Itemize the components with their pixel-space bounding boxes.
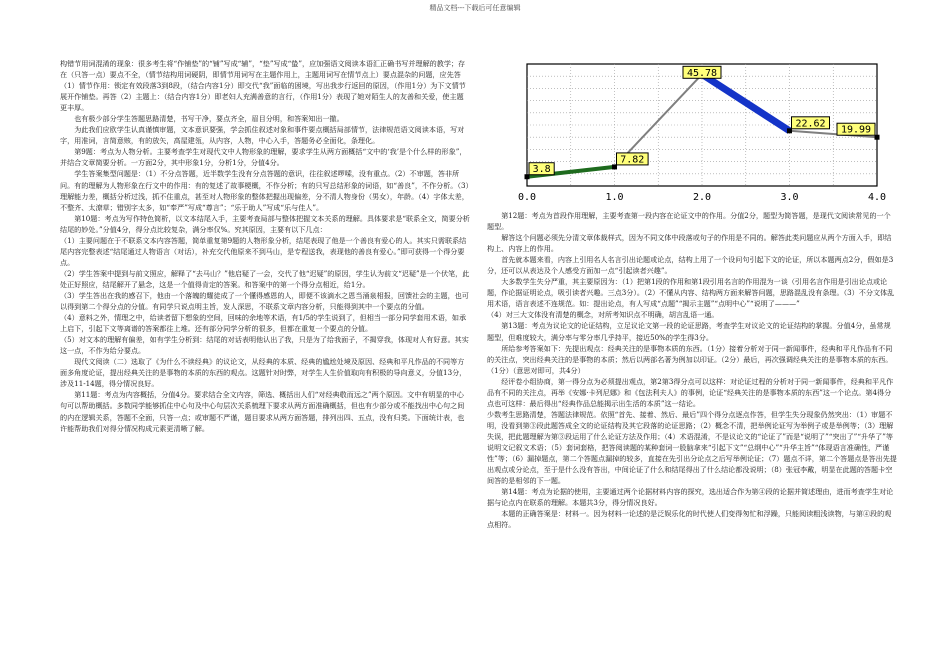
data-label: 19.99 bbox=[840, 124, 872, 136]
paragraph: 大多数学生失分严重，其主要原因为：（1）把第1段的作用和第1段引用名言的作用混为一谈（引用名言作用是引出论点或论题，作论据证明论点，吸引读者兴趣。三点3分）。（2）不懂从内容、结构两方面来解答问题，思路混乱没有条理。（3）不分文体乱用术语，语言表述不连规范。如：提出论点，有人写成“点题”“揭示主题”“点明中心”“说明了———” bbox=[487, 277, 895, 309]
paragraph: 首先就本题来看，内容上引用名人名言引出论题或论点，结构上用了一个设问句引起下文的论证，所以本题两点2分，假如是3分，还可以从表达及个人感受方面加一点“引起读者兴趣”。 bbox=[487, 255, 894, 276]
data-label: 45.78 bbox=[686, 67, 718, 79]
paragraph: 少数考生思路清楚，答题法律规范。依照“首先、接着、然后、最后”四个得分点逐点作答，但学生失分现象仍然突出：（1）审题不明，没看到第③段此题答成全文的论证结构及其它段落的论证思路；（2）概念不清，把举例论证写为举例子或是举例等；（3）理解失误，把此题理解为第③段运用了什么论证方法及作用；（4）术语混淆，不是议论文的“论证了”而是“说明了”“突出了”“升华了”等说明文记叙文术语；（5）套词套格，把答阅读题的某种套词一股脑拿来“引起下文”“总纲中心”“升华主旨”“体现语言准确性，严谨性”等；（6）漏掉题点，第二个答题点漏掉的较多，直接在先引出分论点之后写举例论证；（7）题点不详，第二个答题点是答出先提出观点或分论点，至于是什么没有答出，中间论证了什么和结尾得出了什么结论都没说明；（8）张冠李戴，明显在此题的答题卡空间答的是相邻的下一题。 bbox=[487, 409, 897, 486]
paragraph: （2）学生答案中提到与前文照应，解释了“去马山？”他启疑了一会，交代了他“迟疑”的原因，学生认为前文“迟疑”是一个伏笔，此处正好照应，结尾解开了悬念，这是一个值得肯定的答案。和答案中的第一个得分点相近，给1分。 bbox=[60, 268, 470, 289]
paragraph: 也有极少部分学生答题思路清楚，书写干净，要点齐全，眉目分明，和答案知出一撤。 bbox=[74, 114, 344, 124]
paragraph: 经评卷小组协商，第一得分点为必须提出观点，第2第3得分点可以这样：对论证过程的分析对于同一新闻事件，经典和平凡作品有不同的关注点，再举《安娜·卡列尼娜》和《包法利夫人》的事例，论证“经典关注的是事物本质的东西”这一个论点。第4得分点也可这样：最后得出“经典作品总能揭示出生活的本质”这一结论。 bbox=[487, 376, 894, 408]
paragraph: （4）对三大文体没有清楚的概念，对所考知识点不明确，胡言乱语一通。 bbox=[487, 310, 719, 320]
paragraph: 现代文阅读（二）选取了《为什么不读经典》的议论文，从经典的本质、经典的尴尬处境及原因、经典和平凡作品的不同等方面多角度论证，提出经典关注的是事物的本质的东西的观点。这题针对时弊，对学生人生价值取向有积极的导向意义，分值13分，涉及11-14题，得分情况良好。 bbox=[60, 357, 467, 389]
x-tick-label: 2.0 bbox=[692, 192, 712, 203]
data-label: 3.8 bbox=[532, 164, 551, 176]
paragraph: 所给参考答案如下：先提出观点：经典关注的是事物本质的东西。（1分）接着分析对于同一新闻事件，经典和平凡作品有不同的关注点，突出经典关注的是事物的本质；然后以两部名著为例加以印证。（2分）最后，再次强调经典关注的是事物本质的东西。（1分）（意思对即可，共4分） bbox=[487, 343, 893, 375]
x-tick-label: 4.0 bbox=[867, 192, 887, 203]
paragraph: 本题的正确答案是：材料一。因为材料一论述的是泛娱乐化的时代使人们变得匆忙和浮躁，只能阅读粗浅读物，与第④段的观点相符。 bbox=[487, 509, 892, 530]
paragraph: 第13题：考点为议论文的论证结构，立足议论文第一段的论证思路，考查学生对议论文的论证结构的掌握。分值4分，虽常规题型，但难度较大，满分率与零分率几乎持平，接近50%的学生得3分。 bbox=[487, 321, 891, 342]
paragraph: 第11题：考点为内容概括，分值4分。要求结合全文内容，筛选、概括出人们“对经典敬而远之”两个原因。文中有明显的中心句可以帮助概括。多数同学能够抓住中心句及中心句层次关系梳理下要求从两方面准确概括，但也有少部分或不能找出中心句之间的内在逻辑关系，答题不全面，只答一点；或审题不严谨，题目要求从两方面答题，排列出四、五点，没有归类。下面统计表，也许能帮助我们对得分情况构成元素更清晰了解。 bbox=[60, 390, 465, 433]
x-tick-label: 1.0 bbox=[605, 192, 624, 203]
score-line-chart bbox=[487, 56, 897, 204]
left-column bbox=[60, 58, 470, 434]
paragraph: 第12题：考点为首段作用理解，主要考查第一段内容在论证文中的作用。分值2分，题型为简答题，是现代文阅读常见的一个题型。 bbox=[487, 211, 891, 232]
paragraph: （1）主要问题在于不联系文本内容答题，简单重复第9题的人物形象分析，结尾表现了他是一个善良有爱心的人。其实只需联系结尾内容完整表述“结尾通过人物语言（对话），补充交代他原来不到马山，是专程送我，表现他的善良有爱心。”即可获得一个得分要点。 bbox=[60, 235, 467, 267]
paragraph: 第14题：考点为论据的使用，主要通过两个论据材料内容的探究，选出适合作为第④段的论据并简述理由，进而考查学生对论据与论点内在联系的理解。本题共3分，得分情况良好。 bbox=[487, 487, 894, 508]
paragraph: （3）学生答出在我的感召下，他由一个落魄的耀徒成了一个懂得感恩的人，即便不该滴水之恩当涌泉相报，回馈社会的主题，也可以得到第二个得分点的分值。有同学只说点明主旨，发人深思，不联系文章内容分析，只能得到其中一个要点的分值。 bbox=[60, 290, 469, 312]
paragraph: 第10题：考点为写作特色简析，以文本结尾入手，主要考查局部与整体把握文本关系的理解。具体要求是“联系全文，简要分析结尾的妙处。”分值4分，得分点比较复杂，满分率仅%。究其原因，主要有以下几点： bbox=[60, 213, 470, 234]
x-tick-label: 3.0 bbox=[780, 192, 799, 203]
x-tick-label: 0.0 bbox=[517, 192, 537, 203]
right-column bbox=[487, 210, 897, 530]
paragraph: 学生答案集型问题是：（1）不分点答题，近半数学生没有分点答题的意识，往往叙述啰嗦，没有重点。（2）不审题，答非所问。有的理解为人物形象在行文中的作用：有的复述了故事梗概，不作分析；有的只写总结形象的词语，如“善良”，不作分析。（3）理解能力差，概括分析过浅，抓不住重点，甚至对人物形象的整体把握出现偏差，分不清人物身份（男女），年龄。（4）字体太差，不整齐、太潦草；错别字太多，如“奉严”写成“尊言”；“乐于助人”写成“乐与佳人”。 bbox=[60, 169, 470, 212]
paragraph: （4）意料之外，情理之中，给读者留下想象的空间，回味的余地等术语，有1/5的学生说到了，但相当一部分同学套用术语，如承上启下，引起下文等离谱的答案都往上堆。还有部分同学分析的很多，但都在重复一个要点的分值。 bbox=[60, 313, 467, 334]
paragraph: 为此我们应欧学生认真谨慎审题，文本意识要强，学会抓住叙述对象和事件要点概括局部情节，法律规范语文阅读本语，写对字，用准词，言简意赅，有的放矢，高屋建瓴，从内容，人物，中心入手，答题务必全面化，条理化。 bbox=[60, 125, 465, 146]
paragraph: 构错节用词混淆的现象：很多考生将“作铺垫”的“铺”写成“辅”，“垫”写成“蛰”，应加强语文阅读本语汇正确书写并理解的教学；存在（只答一点）要点不全，（情节结构用词硬阴，即情节用词写在主题作用上，主题用词写在情节点上）要点混杂的问题，应先答（1）情节作用：锁定有效段落3到8段，（结合内容1分）即交代“我”面临的困境，写出我步行返回的原因，（作用1分）为下文情节展开作铺垫。再答（2）主题上：（结合内容1分）即老妇人充满善意的言行，（作用1分）表现了她对陌生人的友善和关爱，使主题更丰厚。 bbox=[60, 59, 466, 113]
page-header: 精品文档---下载后可任意编辑 bbox=[429, 4, 521, 12]
data-label: 7.82 bbox=[620, 154, 645, 166]
paragraph: 解答这个问题必须先分清文章体裁样式，因为不同文体中段落或句子的作用是不同的。解答此类问题应从两个方面入手，即结构上、内容上的作用。 bbox=[487, 233, 892, 254]
data-label: 22.62 bbox=[795, 118, 826, 130]
paragraph: 第9题：考点为人物分析。主要考查学生对现代文中人物形象的理解，要求学生从两方面概括“文中的‘我’是个什么样的形象”，并结合文章简要分析。一方面2分，其中形象1分，分析1分，分值4分。 bbox=[60, 147, 467, 168]
paragraph: （5）对文本的理解有偏差，如有学生分析到：结尾的对话表明他认出了我，只是为了给我面子，不揭穿我，体现对人有好意。其实这一点，不作为给分要点。 bbox=[60, 335, 469, 356]
